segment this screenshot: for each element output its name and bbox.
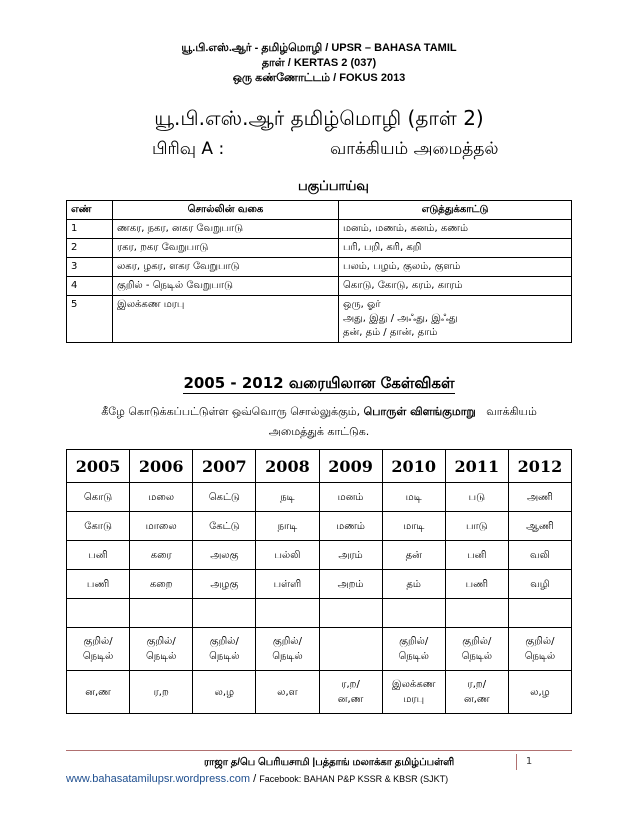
word-cell xyxy=(508,599,571,628)
word-cell: கறை xyxy=(130,570,193,599)
facebook-link[interactable]: Facebook: BAHAN P&P KSSR & KBSR (SJKT) xyxy=(259,774,449,784)
section-name: வாக்கியம் அமைத்தல் xyxy=(330,139,499,159)
table-row xyxy=(67,541,572,570)
word-cell: கேட்டு xyxy=(193,512,256,541)
word-cell: குறில்/ நெடில் xyxy=(193,628,256,671)
table-row xyxy=(67,277,572,296)
word-cell: பல்லி xyxy=(256,541,319,570)
word-cell: ர,ற/ ன,ண xyxy=(445,671,508,714)
table-row xyxy=(67,220,572,239)
row-number: 4 xyxy=(67,277,113,296)
word-type: ணகர, நகர, னகர வேறுபாடு xyxy=(113,220,339,239)
questions-heading-text: 2005 - 2012 வரையிலான கேள்விகள் xyxy=(183,374,455,392)
table-header-row xyxy=(67,201,572,220)
word-cell: குறில்/ நெடில் xyxy=(67,628,130,671)
word-cell: குறில்/ நெடில் xyxy=(382,628,445,671)
year-header: 2012 xyxy=(508,450,571,483)
footer-separator: / xyxy=(253,773,257,785)
instruction-emphasis: பொருள் விளங்குமாறு xyxy=(363,405,476,418)
header-line-1: யூ.பி.எஸ்.ஆர் - தமிழ்மொழி / UPSR – BAHASA TAMIL xyxy=(181,42,457,54)
word-cell: பணி xyxy=(445,570,508,599)
word-cell: பாடு xyxy=(445,512,508,541)
word-cell: படு xyxy=(445,483,508,512)
word-cell: மாடி xyxy=(382,512,445,541)
word-cell: குறில்/ நெடில் xyxy=(256,628,319,671)
row-number: 5 xyxy=(67,296,113,343)
example-text: பரி, பறி, கரி, கறி xyxy=(339,239,572,258)
example-text: பலம், பழம், குலம், குளம் xyxy=(339,258,572,277)
year-header: 2009 xyxy=(319,450,382,483)
year-header: 2007 xyxy=(193,450,256,483)
word-cell: குறில்/ நெடில் xyxy=(445,628,508,671)
year-header: 2005 xyxy=(67,450,130,483)
questions-table xyxy=(66,449,572,714)
example-text: மனம், மணம், கனம், கணம் xyxy=(339,220,572,239)
table-row xyxy=(67,599,572,628)
table-row xyxy=(67,483,572,512)
header-line-2: தாள் / KERTAS 2 (037) xyxy=(261,57,377,69)
word-cell: கரை xyxy=(130,541,193,570)
table-row xyxy=(67,628,572,671)
column-header-example: எடுத்துக்காட்டு xyxy=(339,201,572,220)
example-line: அது, இது / அஃது, இஃது xyxy=(343,313,458,324)
header-line-3: ஒரு கண்ணோட்டம் / FOKUS 2013 xyxy=(232,72,406,84)
instruction-text-end: வாக்கியம் xyxy=(486,405,537,418)
word-cell: வழி xyxy=(508,570,571,599)
year-header: 2008 xyxy=(256,450,319,483)
word-cell xyxy=(256,599,319,628)
word-cell xyxy=(67,599,130,628)
word-cell xyxy=(193,599,256,628)
word-cell: ல,ள xyxy=(256,671,319,714)
table-row xyxy=(67,239,572,258)
word-cell: நடி xyxy=(256,483,319,512)
word-cell: பள்ளி xyxy=(256,570,319,599)
word-cell: தன் xyxy=(382,541,445,570)
word-type: இலக்கண மரபு xyxy=(113,296,339,343)
instruction-line-2: அமைத்துக் காட்டுக. xyxy=(268,425,370,438)
word-cell: பனி xyxy=(445,541,508,570)
word-cell: கெட்டு xyxy=(193,483,256,512)
example-text: கொடு, கோடு, கரம், காரம் xyxy=(339,277,572,296)
word-cell xyxy=(130,599,193,628)
questions-heading xyxy=(0,374,638,394)
year-header-row xyxy=(67,450,572,483)
footer-author: ராஜா த/பெ பெரியசாமி |பத்தாங் மலாக்கா தமிழ்ப்பள்ளி xyxy=(204,757,455,768)
table-row xyxy=(67,258,572,277)
word-cell xyxy=(382,599,445,628)
word-cell xyxy=(319,599,382,628)
word-cell: இலக்கண மரபு xyxy=(382,671,445,714)
page-number: 1 xyxy=(516,754,541,770)
column-header-number: எண் xyxy=(67,201,113,220)
word-type: ரகர, றகர வேறுபாடு xyxy=(113,239,339,258)
word-cell: நாடி xyxy=(256,512,319,541)
word-cell: அலகு xyxy=(193,541,256,570)
table-row xyxy=(67,671,572,714)
analysis-table xyxy=(66,200,572,343)
word-cell: அரம் xyxy=(319,541,382,570)
word-cell: கொடு xyxy=(67,483,130,512)
row-number: 1 xyxy=(67,220,113,239)
word-cell: குறில்/ நெடில் xyxy=(508,628,571,671)
word-cell: வலி xyxy=(508,541,571,570)
word-cell: ர,ற xyxy=(130,671,193,714)
word-cell: ல,ழ xyxy=(193,671,256,714)
word-cell: ல,ழ xyxy=(508,671,571,714)
table-row xyxy=(67,296,572,343)
word-cell xyxy=(445,599,508,628)
word-cell: மலை xyxy=(130,483,193,512)
table-row xyxy=(67,512,572,541)
row-number: 3 xyxy=(67,258,113,277)
year-header: 2006 xyxy=(130,450,193,483)
table-row xyxy=(67,570,572,599)
footer-links xyxy=(66,773,448,785)
word-cell: பனி xyxy=(67,541,130,570)
example-line: தன், தம் / தான், தாம் xyxy=(343,327,438,338)
word-cell: ஆணி xyxy=(508,512,571,541)
example-line: ஒரு, ஓர் xyxy=(343,299,381,310)
row-number: 2 xyxy=(67,239,113,258)
word-cell: ன,ண xyxy=(67,671,130,714)
section-label: பிரிவு A : xyxy=(152,139,225,159)
word-cell: மனம் xyxy=(319,483,382,512)
year-header: 2011 xyxy=(445,450,508,483)
word-cell: பணி xyxy=(67,570,130,599)
word-cell: ர,ற/ ன,ண xyxy=(319,671,382,714)
word-type: லகர, ழகர, ளகர வேறுபாடு xyxy=(113,258,339,277)
word-cell: தம் xyxy=(382,570,445,599)
footer-divider xyxy=(66,750,572,751)
year-header: 2010 xyxy=(382,450,445,483)
word-cell: அணி xyxy=(508,483,571,512)
website-link[interactable]: www.bahasatamilupsr.wordpress.com xyxy=(66,773,251,785)
column-header-type: சொல்லின் வகை xyxy=(113,201,339,220)
word-cell: மடி xyxy=(382,483,445,512)
word-cell: கோடு xyxy=(67,512,130,541)
analysis-heading: பகுப்பாய்வு xyxy=(298,179,369,194)
word-cell: மணம் xyxy=(319,512,382,541)
word-cell: மாலை xyxy=(130,512,193,541)
word-cell: குறில்/ நெடில் xyxy=(130,628,193,671)
example-text xyxy=(339,296,572,343)
instruction-text: கீழே கொடுக்கப்பட்டுள்ள ஒவ்வொரு சொல்லுக்கும், xyxy=(101,405,361,418)
word-cell: அழகு xyxy=(193,570,256,599)
word-cell xyxy=(319,628,382,671)
word-cell: அறம் xyxy=(319,570,382,599)
instruction-line-1 xyxy=(0,405,638,420)
page-title: யூ.பி.எஸ்.ஆர் தமிழ்மொழி (தாள் 2) xyxy=(154,106,484,130)
word-type: குறில் - நெடில் வேறுபாடு xyxy=(113,277,339,296)
